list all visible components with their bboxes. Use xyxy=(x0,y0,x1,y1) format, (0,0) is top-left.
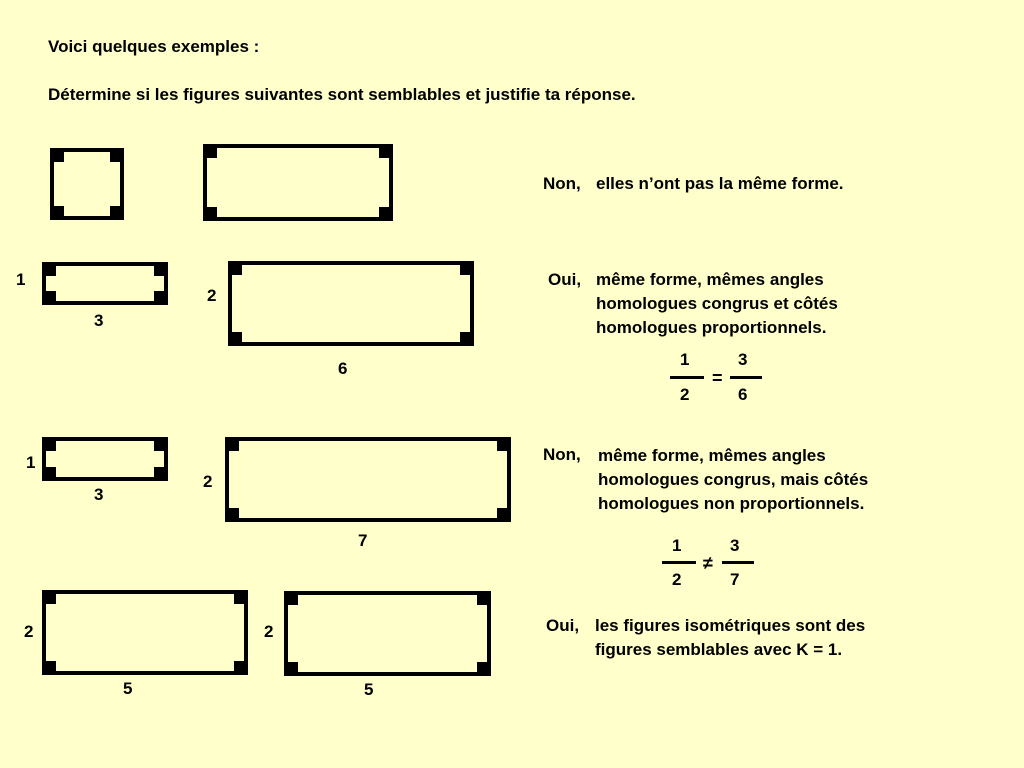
height-label: 1 xyxy=(16,270,26,289)
width-label: 6 xyxy=(338,359,348,378)
corner-marker xyxy=(54,152,64,162)
fraction-bar xyxy=(730,376,762,379)
not-equal-sign: ≠ xyxy=(703,553,713,573)
corner-marker xyxy=(497,441,507,451)
corner-marker xyxy=(288,595,298,605)
answer-word: Non, xyxy=(543,174,581,193)
answer-word: Oui, xyxy=(548,270,582,289)
justification-line: homologues non proportionnels. xyxy=(598,494,865,513)
justification-line: les figures isométriques sont des xyxy=(595,616,866,635)
corner-marker xyxy=(477,662,487,672)
small-rectangle xyxy=(42,262,168,305)
fraction-denominator: 2 xyxy=(680,385,690,404)
justification-line: même forme, mêmes angles xyxy=(596,270,824,289)
fraction-numerator: 3 xyxy=(738,350,748,369)
corner-marker xyxy=(46,291,56,301)
corner-marker xyxy=(154,266,164,276)
corner-marker xyxy=(229,508,239,518)
corner-marker xyxy=(460,265,470,275)
small-rectangle xyxy=(42,437,168,481)
rectangle-figure-a xyxy=(42,590,248,675)
justification-line: même forme, mêmes angles xyxy=(598,446,826,465)
fraction-numerator: 1 xyxy=(680,350,690,369)
fraction-numerator: 1 xyxy=(672,536,682,555)
large-rectangle xyxy=(225,437,511,522)
corner-marker xyxy=(288,662,298,672)
corner-marker xyxy=(46,441,56,451)
width-label: 5 xyxy=(123,679,133,698)
corner-marker xyxy=(229,441,239,451)
corner-marker xyxy=(154,441,164,451)
answer-word: Non, xyxy=(543,445,581,464)
justification-line: homologues congrus, mais côtés xyxy=(598,470,869,489)
corner-marker xyxy=(154,467,164,477)
equals-sign: = xyxy=(712,368,723,388)
height-label: 2 xyxy=(24,622,34,641)
rectangle-figure xyxy=(203,144,393,221)
fraction-denominator: 7 xyxy=(730,570,740,589)
corner-marker xyxy=(110,206,120,216)
corner-marker xyxy=(497,508,507,518)
height-label: 1 xyxy=(26,453,36,472)
width-label: 3 xyxy=(94,311,104,330)
corner-marker xyxy=(232,332,242,342)
corner-marker xyxy=(207,207,217,217)
corner-marker xyxy=(207,148,217,158)
height-label: 2 xyxy=(207,286,217,305)
width-label: 5 xyxy=(364,680,374,699)
corner-marker xyxy=(232,265,242,275)
square-figure xyxy=(50,148,124,220)
corner-marker xyxy=(379,207,389,217)
corner-marker xyxy=(154,291,164,301)
intro-text: Voici quelques exemples : xyxy=(48,37,260,56)
corner-marker xyxy=(46,467,56,477)
corner-marker xyxy=(54,206,64,216)
corner-marker xyxy=(110,152,120,162)
large-rectangle xyxy=(228,261,474,346)
corner-marker xyxy=(46,661,56,671)
corner-marker xyxy=(477,595,487,605)
width-label: 7 xyxy=(358,531,368,550)
fraction-bar xyxy=(722,561,754,564)
fraction-denominator: 2 xyxy=(672,570,682,589)
instruction-text: Détermine si les figures suivantes sont semblables et justifie ta réponse. xyxy=(48,85,636,104)
height-label: 2 xyxy=(203,472,213,491)
justification-line: homologues congrus et côtés xyxy=(596,294,838,313)
justification-line: elles n’ont pas la même forme. xyxy=(596,174,844,193)
fraction-bar xyxy=(670,376,704,379)
corner-marker xyxy=(234,594,244,604)
width-label: 3 xyxy=(94,485,104,504)
corner-marker xyxy=(460,332,470,342)
fraction-numerator: 3 xyxy=(730,536,740,555)
rectangle-figure-b xyxy=(284,591,491,676)
corner-marker xyxy=(234,661,244,671)
corner-marker xyxy=(379,148,389,158)
justification-line: homologues proportionnels. xyxy=(596,318,827,337)
fraction-bar xyxy=(662,561,696,564)
height-label: 2 xyxy=(264,622,274,641)
corner-marker xyxy=(46,594,56,604)
justification-line: figures semblables avec K = 1. xyxy=(595,640,843,659)
corner-marker xyxy=(46,266,56,276)
answer-word: Oui, xyxy=(546,616,580,635)
fraction-denominator: 6 xyxy=(738,385,748,404)
